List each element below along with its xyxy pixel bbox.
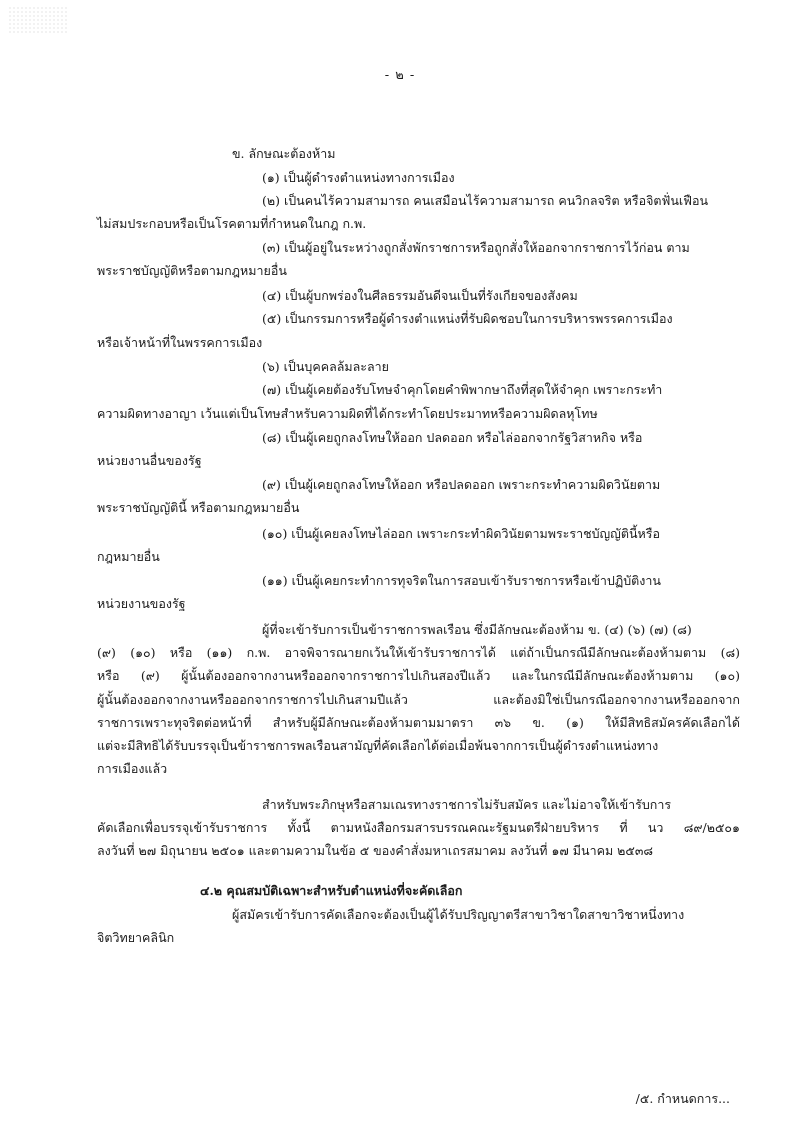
section-4-2-title: ๔.๒ คุณสมบัติเฉพาะสำหรับตำแหน่งที่จะคัดเลือก xyxy=(200,883,463,898)
monk-para-line-2: คัดเลือกเพื่อบรรจุเข้ารับราชการ ทั้งนี้ ตามหนังสือกรมสารบรรณคณะรัฐมนตรีฝ่ายบริหาร ที่ นว ๘๙/๒๕๐๑ xyxy=(97,820,740,835)
monk-para-line-3: ลงวันที่ ๒๗ มิถุนายน ๒๕๐๑ และตามความในข้อ ๕ ของคำสั่งมหาเถรสมาคม ลงวันที่ ๑๗ มีนาคม ๒๕๓๘ xyxy=(97,843,654,858)
item-2-cont: ไม่สมประกอบหรือเป็นโรคตามที่กำหนดในกฎ ก.พ. xyxy=(97,216,367,231)
page-number: - ๒ - xyxy=(384,68,416,83)
item-3-cont: พระราชบัญญัติหรือตามกฎหมายอื่น xyxy=(97,263,287,278)
item-8-cont: หน่วยงานอื่นของรัฐ xyxy=(97,453,202,468)
exemption-para-line-1: ผู้ที่จะเข้ารับการเป็นข้าราชการพลเรือน ซึ่งมีลักษณะต้องห้าม ข. (๔) (๖) (๗) (๘) xyxy=(262,622,692,637)
item-10-first: (๑๐) เป็นผู้เคยลงโทษไล่ออก เพราะกระทำผิดวินัยตามพระราชบัญญัตินี้หรือ xyxy=(262,526,660,541)
item-9-first: (๙) เป็นผู้เคยถูกลงโทษให้ออก หรือปลดออก เพราะกระทำความผิดวินัยตาม xyxy=(262,477,661,492)
scan-noise xyxy=(8,6,68,34)
item-7-first: (๗) เป็นผู้เคยต้องรับโทษจำคุกโดยคำพิพากษาถึงที่สุดให้จำคุก เพราะกระทำ xyxy=(262,382,663,397)
item-5-first: (๕) เป็นกรรมการหรือผู้ดำรงตำแหน่งที่รับผิดชอบในการบริหารพรรคการเมือง xyxy=(262,311,673,326)
section-b-title: ข. ลักษณะต้องห้าม xyxy=(232,146,336,161)
item-3-first: (๓) เป็นผู้อยู่ในระหว่างถูกสั่งพักราชการหรือถูกสั่งให้ออกจากราชการไว้ก่อน ตาม xyxy=(262,240,690,255)
exemption-para-line-5: ราชการเพราะทุจริตต่อหน้าที่ สำหรับผู้มีลักษณะต้องห้ามตามมาตรา ๓๖ ข. (๑) ให้มีสิทธิสมัครคัดเลือกได้ xyxy=(97,715,740,730)
monk-para-line-1: สำหรับพระภิกษุหรือสามเณรทางราชการไม่รับสมัคร และไม่อาจให้เข้ารับการ xyxy=(262,797,672,812)
item-5-cont: หรือเจ้าหน้าที่ในพรรคการเมือง xyxy=(97,335,263,350)
item-6: (๖) เป็นบุคคลล้มละลาย xyxy=(262,359,390,374)
qualification-line-2: จิตวิทยาคลินิก xyxy=(97,930,175,945)
qualification-line-1: ผู้สมัครเข้ารับการคัดเลือกจะต้องเป็นผู้ได้รับปริญญาตรีสาขาวิชาใดสาขาวิชาหนึ่งทาง xyxy=(232,907,685,922)
item-4: (๔) เป็นผู้บกพร่องในศีลธรรมอันดีจนเป็นที่รังเกียจของสังคม xyxy=(262,288,578,303)
exemption-para-line-7: การเมืองแล้ว xyxy=(97,761,168,776)
item-11-first: (๑๑) เป็นผู้เคยกระทำการทุจริตในการสอบเข้ารับราชการหรือเข้าปฏิบัติงาน xyxy=(262,573,661,588)
exemption-para-line-3: หรือ (๙) ผู้นั้นต้องออกจากงานหรือออกจากราชการไปเกินสองปีแล้ว และในกรณีมีลักษณะต้องห้ามตาม (๑๐) xyxy=(97,668,740,683)
item-11-cont: หน่วยงานของรัฐ xyxy=(97,596,186,611)
item-10-cont: กฎหมายอื่น xyxy=(97,549,160,564)
item-1: (๑) เป็นผู้ดำรงตำแหน่งทางการเมือง xyxy=(262,170,455,185)
exemption-para-line-4: ผู้นั้นต้องออกจากงานหรือออกจากราชการไปเกินสามปีแล้ว และต้องมิใช่เป็นกรณีออกจากงานหรือออกจาก xyxy=(97,692,740,707)
exemption-para-line-2: (๙) (๑๐) หรือ (๑๑) ก.พ. อาจพิจารณายกเว้นให้เข้ารับราชการได้ แต่ถ้าเป็นกรณีมีลักษณะต้องห้ามตาม (๘) xyxy=(97,645,740,660)
item-9-cont: พระราชบัญญัตินี้ หรือตามกฎหมายอื่น xyxy=(97,500,300,515)
item-7-cont: ความผิดทางอาญา เว้นแต่เป็นโทษสำหรับความผิดที่ได้กระทำโดยประมาทหรือความผิดลหุโทษ xyxy=(97,406,598,421)
item-2-first: (๒) เป็นคนไร้ความสามารถ คนเสมือนไร้ความสามารถ คนวิกลจริต หรือจิตฟั่นเฟือน xyxy=(262,193,709,208)
exemption-para-line-6: แต่จะมีสิทธิได้รับบรรจุเป็นข้าราชการพลเรือนสามัญที่คัดเลือกได้ต่อเมื่อพ้นจากการเป็นผู้ดำรงตำแหน่งทาง xyxy=(97,738,659,753)
item-8-first: (๘) เป็นผู้เคยถูกลงโทษให้ออก ปลดออก หรือไล่ออกจากรัฐวิสาหกิจ หรือ xyxy=(262,430,643,445)
continuation-footer: /๕. กำหนดการ... xyxy=(635,1091,730,1106)
